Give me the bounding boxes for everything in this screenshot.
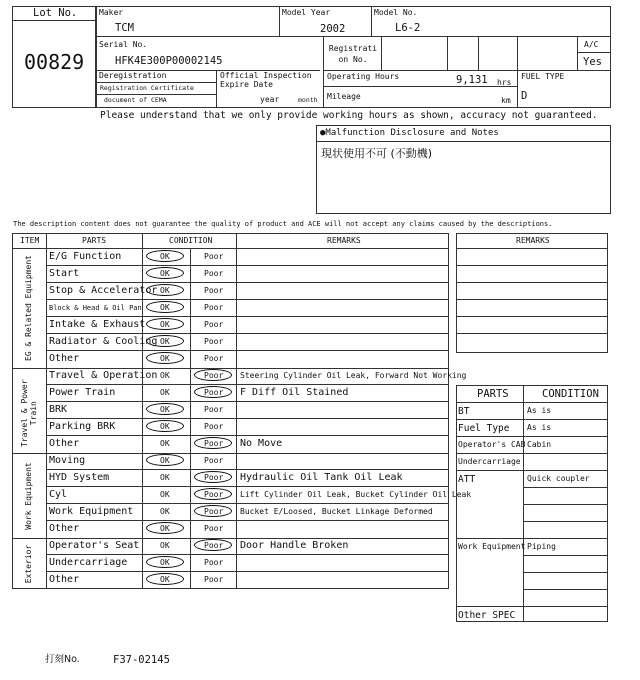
ok-option[interactable]: OK bbox=[160, 541, 170, 550]
col-condition: CONDITION bbox=[169, 236, 213, 245]
col-remarks: REMARKS bbox=[327, 236, 361, 245]
remark-text: Steering Cylinder Oil Leak, Forward Not Working bbox=[240, 371, 467, 380]
group-travel: Travel & Power Train bbox=[19, 379, 38, 447]
remark-text: Lift Cylinder Oil Leak, Bucket Cylinder Oil Leak bbox=[240, 490, 472, 499]
month-label: month bbox=[298, 96, 318, 104]
part-name: Parking BRK bbox=[49, 421, 116, 432]
ok-option[interactable]: OK bbox=[160, 473, 170, 482]
ok-option[interactable]: OK bbox=[160, 388, 170, 397]
inspection-label: Official Inspection Expire Date bbox=[220, 71, 312, 89]
poor-option[interactable]: Poor bbox=[204, 354, 224, 363]
poor-option[interactable]: Poor bbox=[204, 405, 224, 414]
malfunction-text: 現状使用不可 (不動機) bbox=[321, 147, 433, 160]
ok-option[interactable]: OK bbox=[160, 320, 170, 329]
malfunction-title: ●Malfunction Disclosure and Notes bbox=[320, 128, 499, 138]
ok-option[interactable]: OK bbox=[160, 422, 170, 431]
ok-option[interactable]: OK bbox=[160, 524, 170, 533]
condition-circle bbox=[146, 556, 184, 568]
condition-circle bbox=[146, 573, 184, 585]
part-name: Intake & Exhaust bbox=[49, 319, 146, 330]
condition-circle bbox=[194, 471, 232, 483]
poor-option[interactable]: Poor bbox=[204, 473, 224, 482]
poor-option[interactable]: Poor bbox=[204, 439, 224, 448]
side-condition: As is bbox=[527, 406, 552, 415]
lot-number: 00829 bbox=[24, 50, 85, 74]
col-item: ITEM bbox=[20, 236, 40, 245]
ok-option[interactable]: OK bbox=[160, 269, 170, 278]
remarks-side-header: REMARKS bbox=[516, 236, 550, 245]
operating-hours-label: Operating Hours bbox=[327, 72, 400, 81]
condition-circle bbox=[146, 420, 184, 432]
condition-circle bbox=[146, 454, 184, 466]
side-parts-label: PARTS bbox=[477, 388, 509, 400]
maker-value: TCM bbox=[115, 22, 134, 34]
side-condition: Quick coupler bbox=[527, 474, 590, 483]
condition-circle bbox=[146, 318, 184, 330]
col-parts: PARTS bbox=[82, 236, 107, 245]
condition-circle bbox=[146, 403, 184, 415]
operating-hours-value: 9,131 bbox=[456, 74, 488, 86]
part-name: Power Train bbox=[49, 387, 116, 398]
side-condition: Piping bbox=[527, 542, 556, 551]
part-name: Other bbox=[49, 353, 80, 364]
ok-option[interactable]: OK bbox=[160, 286, 170, 295]
side-part: BT bbox=[458, 406, 470, 417]
condition-circle bbox=[146, 301, 184, 313]
part-name: Stop & Accelerator bbox=[49, 285, 158, 296]
registration-label: Registrati on No. bbox=[328, 44, 378, 64]
ok-option[interactable]: OK bbox=[160, 490, 170, 499]
poor-option[interactable]: Poor bbox=[204, 541, 224, 550]
lot-label: Lot No. bbox=[33, 7, 78, 19]
remark-text: Door Handle Broken bbox=[240, 540, 349, 551]
ok-option[interactable]: OK bbox=[160, 456, 170, 465]
condition-circle bbox=[146, 352, 184, 364]
poor-option[interactable]: Poor bbox=[204, 269, 224, 278]
condition-circle bbox=[194, 539, 232, 551]
part-name: Other bbox=[49, 523, 80, 534]
model-year-value: 2002 bbox=[320, 23, 346, 35]
side-part: Operator's CAB bbox=[458, 440, 526, 449]
part-name: Operator's Seat bbox=[49, 540, 140, 551]
ok-option[interactable]: OK bbox=[160, 354, 170, 363]
part-name: E/G Function bbox=[49, 251, 122, 262]
part-name: HYD System bbox=[49, 472, 110, 483]
ok-option[interactable]: OK bbox=[160, 439, 170, 448]
condition-circle bbox=[194, 488, 232, 500]
condition-circle bbox=[194, 437, 232, 449]
side-part: Undercarriage bbox=[458, 457, 521, 466]
side-condition-label: CONDITION bbox=[542, 388, 599, 400]
part-name: Start bbox=[49, 268, 80, 279]
poor-option[interactable]: Poor bbox=[204, 286, 224, 295]
part-name: Travel & Operation bbox=[49, 370, 158, 381]
side-condition: Cabin bbox=[527, 440, 552, 449]
poor-option[interactable]: Poor bbox=[204, 303, 224, 312]
poor-option[interactable]: Poor bbox=[204, 388, 224, 397]
part-name: Work Equipment bbox=[49, 506, 134, 517]
group-exterior: Exterior bbox=[24, 544, 33, 584]
condition-circle bbox=[146, 267, 184, 279]
condition-circle bbox=[146, 522, 184, 534]
poor-option[interactable]: Poor bbox=[204, 524, 224, 533]
serial-value: HFK4E300P00002145 bbox=[115, 55, 223, 67]
ok-option[interactable]: OK bbox=[160, 558, 170, 567]
malfunction-box bbox=[316, 125, 611, 214]
engraved-label: 打刻No. bbox=[45, 654, 80, 665]
part-name: Moving bbox=[49, 455, 86, 466]
side-condition: As is bbox=[527, 423, 552, 432]
ok-option[interactable]: OK bbox=[160, 575, 170, 584]
part-name: Block & Head & Oil Pan bbox=[49, 304, 142, 312]
side-part: Fuel Type bbox=[458, 423, 510, 434]
remark-text: Bucket E/Loosed, Bucket Linkage Deformed bbox=[240, 507, 433, 516]
model-no-value: L6-2 bbox=[395, 22, 421, 34]
maker-label: Maker bbox=[99, 8, 124, 17]
part-name: BRK bbox=[49, 404, 68, 415]
poor-option[interactable]: Poor bbox=[204, 490, 224, 499]
ok-option[interactable]: OK bbox=[160, 507, 170, 516]
condition-circle bbox=[146, 335, 184, 347]
model-no-label: Model No. bbox=[374, 8, 418, 17]
remark-text: Hydraulic Oil Tank Oil Leak bbox=[240, 472, 403, 483]
remark-text: No Move bbox=[240, 438, 283, 449]
part-name: Cyl bbox=[49, 489, 68, 500]
part-name: Other bbox=[49, 574, 80, 585]
group-work: Work Equipment bbox=[24, 462, 33, 530]
serial-label: Serial No. bbox=[99, 40, 148, 49]
poor-option[interactable]: Poor bbox=[204, 320, 224, 329]
side-part: ATT bbox=[458, 474, 476, 485]
group-eg: EG & Related Equipment bbox=[24, 255, 33, 361]
ac-label: A/C bbox=[584, 40, 599, 49]
engraved-value: F37-02145 bbox=[113, 654, 170, 666]
hours-notice: Please understand that we only provide working hours as shown, accuracy not guaranteed. bbox=[100, 110, 598, 121]
year-label: year bbox=[260, 95, 280, 104]
ac-value: Yes bbox=[583, 56, 602, 68]
km-unit: km bbox=[501, 96, 511, 105]
poor-option[interactable]: Poor bbox=[204, 558, 224, 567]
condition-circle bbox=[146, 250, 184, 262]
poor-option[interactable]: Poor bbox=[204, 337, 224, 346]
cema-label: document of CEMA bbox=[104, 96, 167, 104]
condition-circle bbox=[194, 386, 232, 398]
poor-option[interactable]: Poor bbox=[204, 371, 224, 380]
disclaimer: The description content does not guarantee the quality of product and ACE will not accept any claims caused by the descriptions. bbox=[13, 220, 553, 228]
mileage-label: Mileage bbox=[327, 92, 361, 101]
poor-option[interactable]: Poor bbox=[204, 252, 224, 261]
fuel-type-label: FUEL TYPE bbox=[521, 72, 565, 81]
registration-certificate-label: Registration Certificate bbox=[100, 84, 194, 92]
ok-option[interactable]: OK bbox=[160, 337, 170, 346]
part-name: Undercarriage bbox=[49, 557, 128, 568]
poor-option[interactable]: Poor bbox=[204, 507, 224, 516]
poor-option[interactable]: Poor bbox=[204, 456, 224, 465]
condition-circle bbox=[194, 369, 232, 381]
poor-option[interactable]: Poor bbox=[204, 575, 224, 584]
deregistration-label: Deregistration bbox=[99, 71, 167, 80]
ok-option[interactable]: OK bbox=[160, 371, 170, 380]
hours-unit: hrs bbox=[497, 78, 512, 87]
ok-option[interactable]: OK bbox=[160, 252, 170, 261]
poor-option[interactable]: Poor bbox=[204, 422, 224, 431]
ok-option[interactable]: OK bbox=[160, 405, 170, 414]
ok-option[interactable]: OK bbox=[160, 303, 170, 312]
model-year-label: Model Year bbox=[282, 8, 331, 17]
part-name: Radiator & Cooling bbox=[49, 336, 158, 347]
condition-circle bbox=[194, 505, 232, 517]
condition-circle bbox=[146, 284, 184, 296]
side-part: Other SPEC bbox=[458, 610, 516, 621]
fuel-type-value: D bbox=[521, 90, 528, 102]
remark-text: F Diff Oil Stained bbox=[240, 387, 349, 398]
side-part: Work Equipment bbox=[458, 542, 526, 551]
part-name: Other bbox=[49, 438, 80, 449]
